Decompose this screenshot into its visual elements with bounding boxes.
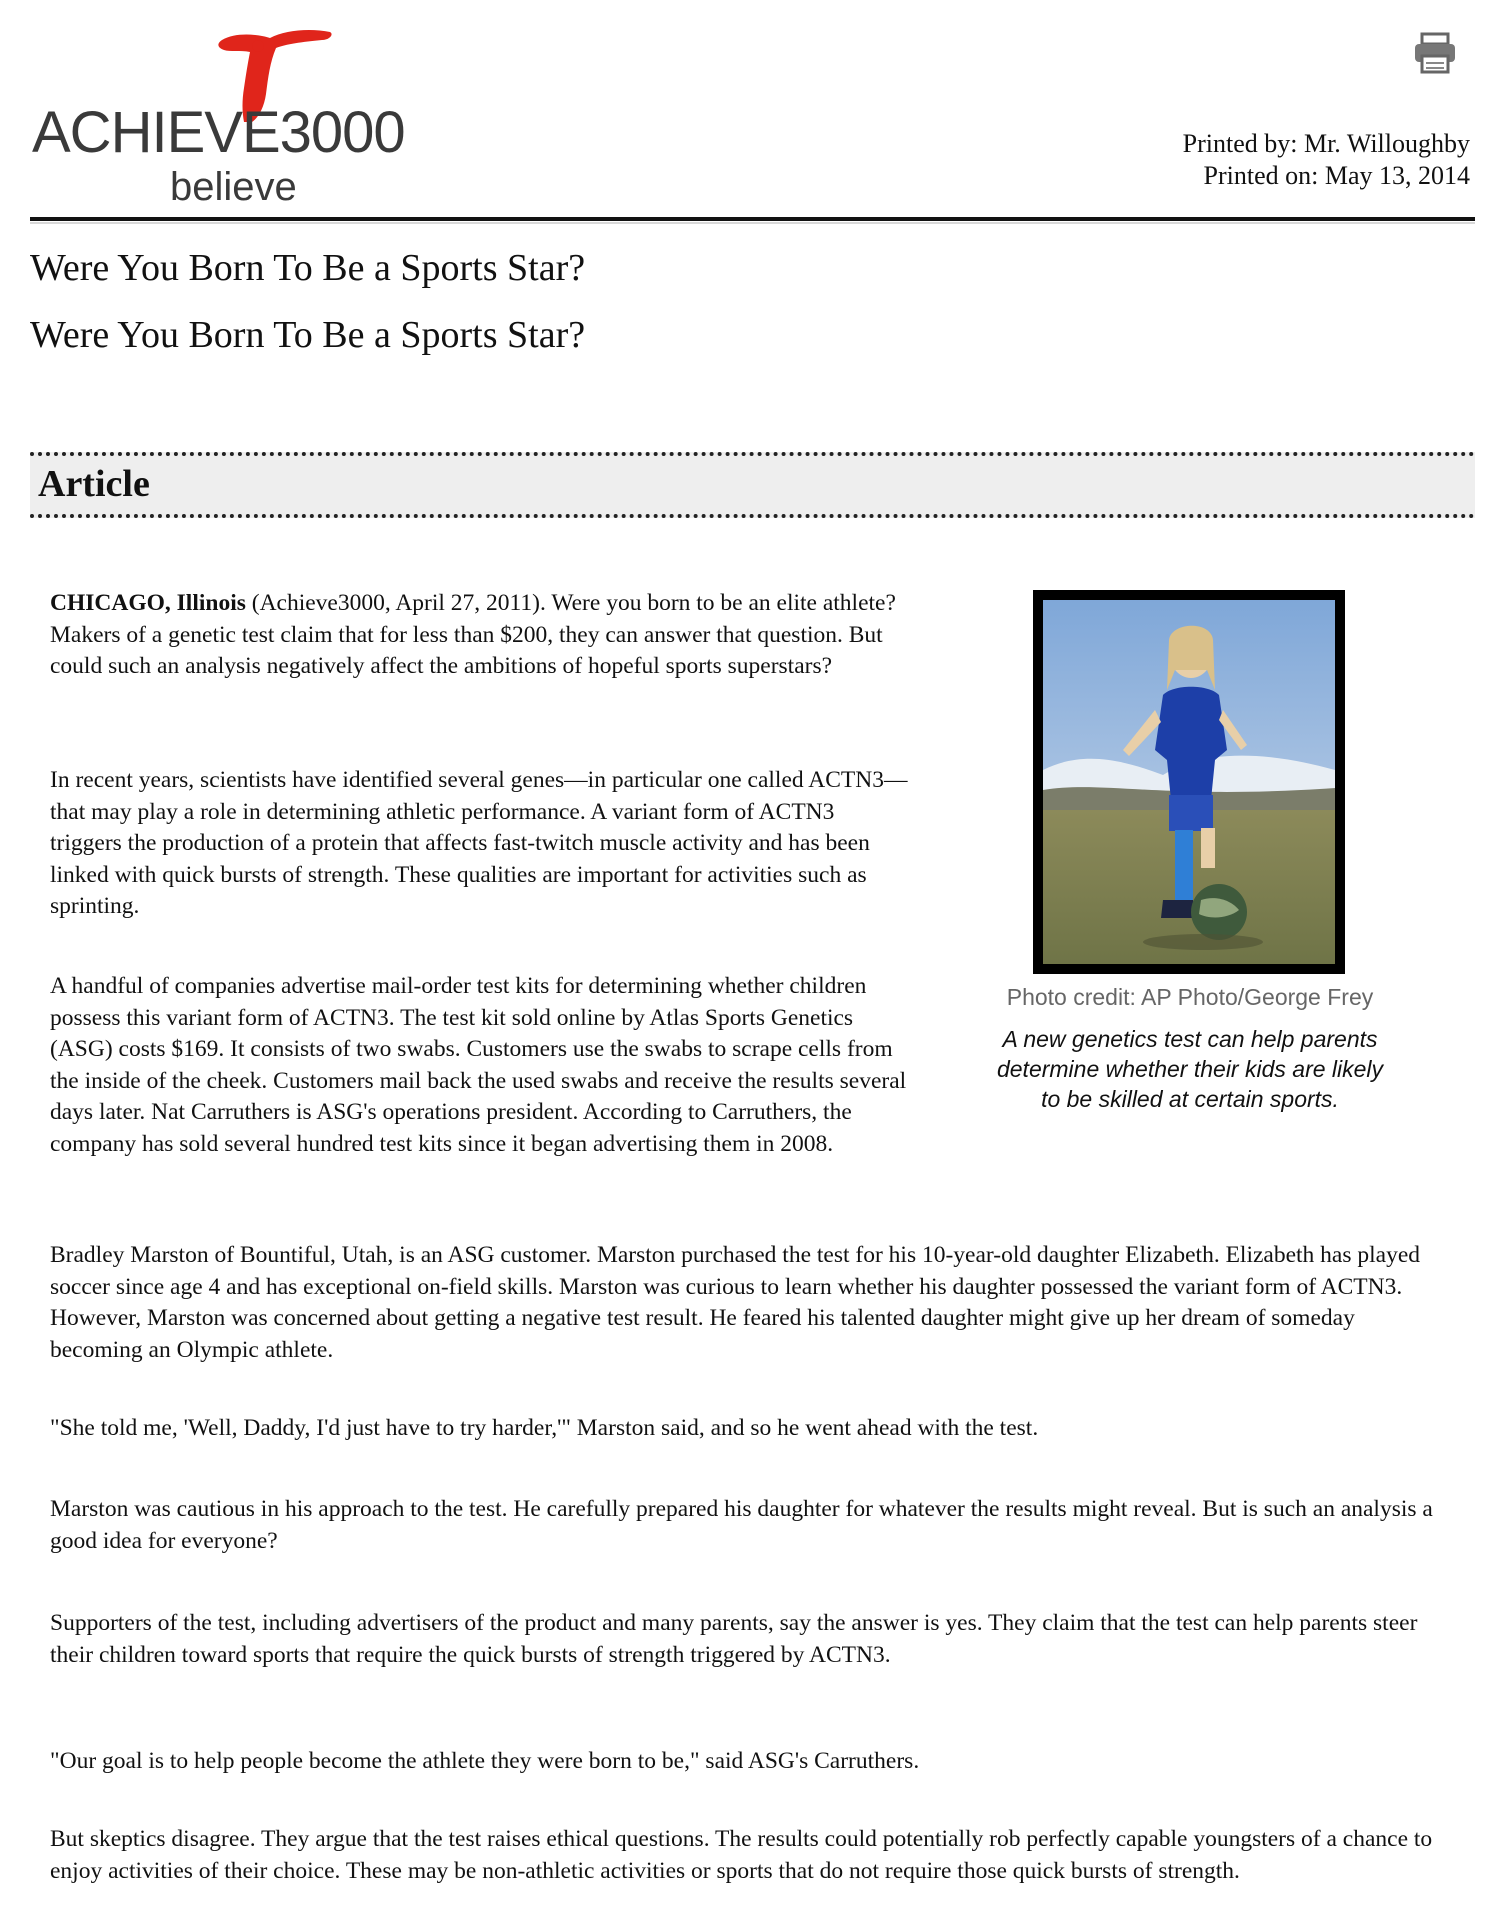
page-header [0, 0, 1500, 230]
article-paragraph: "She told me, 'Well, Daddy, I'd just have to try harder,'" Marston said, and so he went ahead with the test. [50, 1415, 1039, 1441]
article-title: Were You Born To Be a Sports Star? [30, 314, 586, 356]
article-paragraph: A handful of companies advertise mail-order test kits for determining whether children possess this variant form of ACTN3. The test kit sold online by Atlas Sports Genetics (ASG) costs $169. It consists of two swabs. Customers use the swabs to scrape cells from the inside of the cheek. Customers mail back the used swabs and receive the results several days later. Nat Carruthers is ASG's operations president. According to Carruthers, the company has sold several hundred test kits since it began advertising them in 2008. [50, 973, 907, 1157]
article-paragraph: Bradley Marston of Bountiful, Utah, is an ASG customer. Marston purchased the test for his 10-year-old daughter Elizabeth. Elizabeth has played soccer since age 4 and has exceptional on-field skills. Marston was curious to learn whether his daughter possessed the variant form of ACTN3. However, Marston was concerned about getting a negative test result. He feared his talented daughter might give up her dream of someday becoming an Olympic athlete. [50, 1242, 1421, 1363]
printed-on: Printed on: May 13, 2014 [1203, 161, 1470, 190]
section-label: Article [38, 463, 150, 505]
header-divider [30, 217, 1475, 221]
photo-caption: A new genetics test can help parents determine whether their kids are likely to be skilled at certain sports. [996, 1026, 1384, 1112]
print-info [1183, 128, 1470, 192]
article-photo [1033, 590, 1345, 974]
photo-credit: Photo credit: AP Photo/George Frey [1006, 984, 1374, 1010]
section-header-article [30, 452, 1475, 518]
page-title: Were You Born To Be a Sports Star? [30, 247, 586, 289]
article-paragraph: "Our goal is to help people become the athlete they were born to be," said ASG's Carruthers. [50, 1748, 920, 1774]
article-paragraph: But skeptics disagree. They argue that the test raises ethical questions. The results could potentially rob perfectly capable youngsters of a chance to enjoy activities of their choice. These may be non-athletic activities or sports that do not require those quick bursts of strength. [50, 1826, 1433, 1884]
achieve3000-logo [30, 22, 450, 207]
logo-tagline: believe [170, 165, 297, 207]
article-paragraph: Marston was cautious in his approach to the test. He carefully prepared his daughter for whatever the results might reveal. But is such an analysis a good idea for everyone? [50, 1496, 1433, 1554]
header-divider-shadow [30, 222, 1475, 224]
article-paragraph [50, 588, 910, 683]
dateline: CHICAGO, Illinois [50, 590, 246, 616]
article-paragraph: Supporters of the test, including advertisers of the product and many parents, say the answer is yes. They claim that the test can help parents steer their children toward sports that require the quick bursts of strength triggered by ACTN3. [50, 1610, 1418, 1668]
printer-icon[interactable] [1412, 32, 1458, 76]
logo-text: ACHIEVE3000 [32, 100, 405, 165]
paragraph-text: (Achieve3000, April 27, 2011). Were you born to be an elite athlete? Makers of a genetic test claim that for less than $200, they can answer that question. But could such an analysis negatively affect the ambitions of hopeful sports superstars? [50, 590, 896, 679]
article-paragraph: In recent years, scientists have identified several genes—in particular one called ACTN3—that may play a role in determining athletic performance. A variant form of ACTN3 triggers the production of a protein that affects fast-twitch muscle activity and has been linked with quick bursts of strength. These qualities are important for activities such as sprinting. [50, 767, 908, 919]
printed-by: Printed by: Mr. Willoughby [1182, 129, 1470, 158]
